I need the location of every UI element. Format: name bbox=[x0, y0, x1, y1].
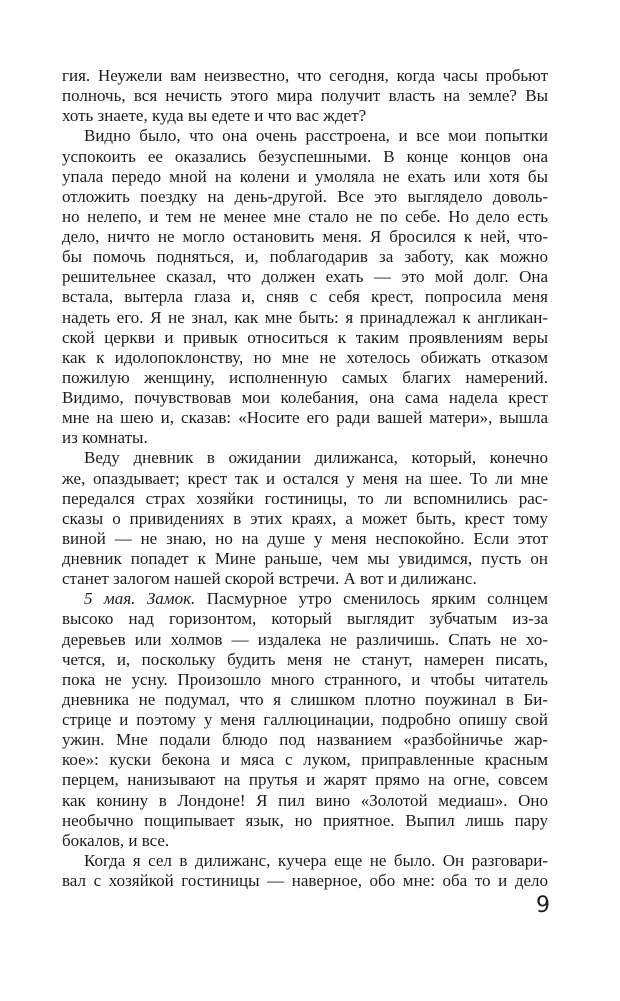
line-text: вал с хозяйкой гостиницы — наверное, обо мне: оба то и дело bbox=[62, 871, 548, 890]
line-text: упала передо мной на колени и умоляла не ехать или хотя бы bbox=[62, 166, 548, 186]
text-line bbox=[62, 66, 548, 86]
text-line bbox=[62, 650, 548, 670]
line-text: как к идолопоклонству, но мне не хотелось обижать отказом bbox=[62, 347, 548, 367]
text-line bbox=[62, 811, 548, 831]
line-text: кое»: куски бекона и мяса с луком, приправленные красным bbox=[62, 750, 548, 770]
text-line bbox=[62, 227, 548, 247]
text-line bbox=[62, 207, 548, 227]
line-text: дело, ничто не могло остановить меня. Я бросился к ней, что- bbox=[62, 227, 548, 246]
line-text: хоть знаете, куда вы едете и что вас ждет? bbox=[62, 106, 367, 126]
line-text: виной — не знаю, но на душе у меня неспокойно. Если этот bbox=[62, 528, 548, 548]
text-line bbox=[62, 831, 548, 851]
page-number: 9 bbox=[536, 893, 550, 918]
line-text: успокоить ее оказались безуспешными. В конце концов она bbox=[62, 146, 548, 166]
line-text: Видимо, почувствовав мои колебания, она сама надела крест bbox=[62, 388, 548, 407]
line-text: чется, и, поскольку будить меня не станут, намерен писать, bbox=[62, 649, 548, 669]
text-line bbox=[62, 630, 548, 650]
text-line bbox=[62, 710, 548, 730]
line-text: надеть его. Я не знал, как мне быть: я принадлежал к англикан- bbox=[62, 307, 548, 327]
line-text: Веду дневник в ожидании дилижанса, который, конечно bbox=[84, 448, 548, 468]
text-line bbox=[62, 670, 548, 690]
text-line bbox=[62, 851, 548, 871]
diary-date-heading: 5 мая. Замок. bbox=[84, 589, 196, 609]
line-text: передался страх хозяйки гостиницы, то ли вспомнились рас- bbox=[62, 488, 548, 508]
line-text: стрице и поэтому у меня галлюцинации, подробно опишу свой bbox=[62, 710, 548, 729]
line-text: же, опаздывает; крест так и остался у меня на шее. То ли мне bbox=[62, 468, 548, 488]
text-line bbox=[62, 549, 548, 569]
line-text: высоко над горизонтом, который выглядит зубчатым из-за bbox=[62, 609, 548, 629]
line-text: полночь, вся нечисть этого мира получит власть на земле? Вы bbox=[62, 86, 548, 106]
text-line bbox=[62, 187, 548, 207]
line-text: как конину в Лондоне! Я пил вино «Золотой медиаш». Оно bbox=[62, 790, 548, 810]
text-line bbox=[62, 126, 548, 146]
text-line bbox=[62, 408, 548, 428]
text-line bbox=[62, 589, 548, 609]
text-line bbox=[62, 388, 548, 408]
line-text: перцем, нанизывают на прутья и жарят прямо на огне, совсем bbox=[62, 770, 548, 790]
text-line bbox=[62, 730, 548, 750]
body-text bbox=[62, 66, 548, 891]
text-line bbox=[62, 448, 548, 468]
line-text: бы помочь подняться, и, поблагодарив за заботу, как можно bbox=[62, 247, 548, 267]
text-line bbox=[62, 86, 548, 106]
line-text: бокалов, и все. bbox=[62, 830, 170, 850]
text-line bbox=[62, 428, 548, 448]
text-line bbox=[62, 308, 548, 328]
text-line bbox=[62, 509, 548, 529]
text-line bbox=[62, 328, 548, 348]
line-text: дневник попадет к Мине раньше, чем мы увидимся, пусть он bbox=[62, 549, 548, 568]
text-line bbox=[62, 247, 548, 267]
line-text: из комнаты. bbox=[62, 428, 148, 448]
text-line bbox=[62, 348, 548, 368]
line-text: гия. Неужели вам неизвестно, что сегодня, когда часы пробьют bbox=[62, 66, 548, 85]
line-text: встала, вытерла глаза и, сняв с себя крест, попросила меня bbox=[62, 287, 548, 307]
text-line bbox=[62, 287, 548, 307]
line-text: дневника не подумал, что я слишком плотно поужинал в Би- bbox=[62, 689, 548, 709]
text-line bbox=[62, 750, 548, 770]
line-text: ской церкви и привык относиться к таким проявлениям веры bbox=[62, 327, 548, 347]
text-line bbox=[62, 147, 548, 167]
text-line bbox=[62, 368, 548, 388]
line-text: Пасмурное утро сменилось ярким солнцем bbox=[195, 589, 548, 609]
text-line bbox=[62, 489, 548, 509]
text-line bbox=[62, 529, 548, 549]
text-line bbox=[62, 609, 548, 629]
line-text: станет залогом нашей скорой встречи. А вот и дилижанс. bbox=[62, 569, 477, 589]
line-text: деревьев или холмов — издалека не различишь. Спать не хо- bbox=[62, 629, 548, 649]
line-text: пожилую женщину, исполненную самых благих намерений. bbox=[62, 367, 548, 387]
text-line bbox=[62, 106, 548, 126]
line-text: отложить поездку на день-другой. Все это выглядело доволь- bbox=[62, 186, 548, 206]
line-text: ужин. Мне подали блюдо под названием «разбойничье жар- bbox=[62, 730, 548, 750]
line-text: сказы о привидениях в этих краях, а может быть, крест тому bbox=[62, 508, 548, 528]
text-line bbox=[62, 791, 548, 811]
text-line bbox=[62, 871, 548, 891]
text-line bbox=[62, 569, 548, 589]
text-line bbox=[62, 690, 548, 710]
line-text: пока не усну. Произошло много странного, и чтобы читатель bbox=[62, 669, 548, 689]
text-line bbox=[62, 267, 548, 287]
text-line bbox=[62, 167, 548, 187]
line-text: Видно было, что она очень расстроена, и все мои попытки bbox=[84, 126, 548, 146]
line-text: Когда я сел в дилижанс, кучера еще не было. Он разговари- bbox=[84, 850, 548, 870]
line-text: решительнее сказал, что должен ехать — это мой долг. Она bbox=[62, 267, 548, 287]
text-line bbox=[62, 469, 548, 489]
line-text: мне на шею и, сказав: «Носите его ради вашей матери», вышла bbox=[62, 408, 548, 428]
line-text: но нелепо, и тем не менее мне стало не по себе. Но дело есть bbox=[62, 206, 548, 226]
line-text: необычно пощипывает язык, но приятное. Выпил лишь пару bbox=[62, 810, 548, 830]
text-line bbox=[62, 770, 548, 790]
